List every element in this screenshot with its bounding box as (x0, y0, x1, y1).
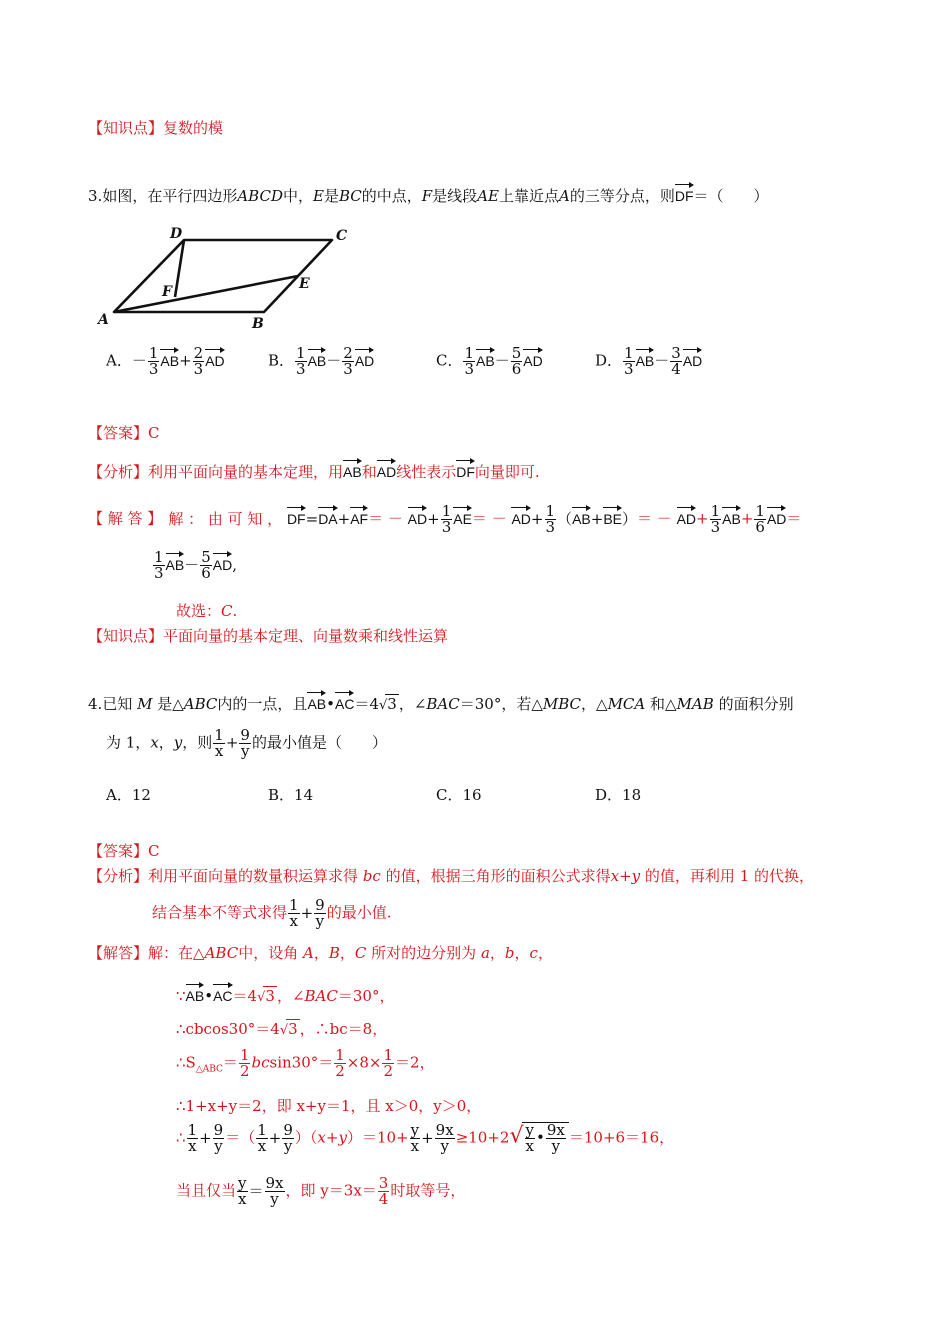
solution-label: 【 解 答 】 (88, 509, 163, 528)
option-a[interactable]: A．－ $\frac{1}{3}$ AB+ $\frac{2}{3}$ AD (106, 344, 225, 378)
q3-solution-line1: 【 解 答 】 解 ： 由 可 知 ， DF=DA+AF＝ － AD+ $\frac{1}{3}$ AE＝ － AD+ $\frac{1}{3}$ （AB+BE）＝ － AD+ $\frac{1}{3}$ AB+ $\frac{1}{6}$ AD＝ (88, 502, 802, 536)
stem-text: 如图，在平行四边形 (102, 187, 238, 205)
label-c: C (336, 228, 348, 244)
option-label: C． (436, 351, 463, 370)
stem-text: 是△ (157, 695, 184, 713)
option-c[interactable]: C． $\frac{1}{3}$ AB－ $\frac{5}{6}$ AD (436, 344, 543, 378)
knowledge-text: 平面向量的基本定理、向量数乘和线性运算 (163, 627, 449, 645)
parallelogram-figure (92, 222, 362, 334)
solution-text: 时取等号， (390, 1181, 466, 1200)
q4-solution-line7: 当且仅当 $\frac{y}{x}$ ＝ $\frac{9x}{y}$ ，即 y＝3x＝ $\frac{3}{4}$ 时取等号， (176, 1174, 466, 1208)
solution-text: 解 ： 由 可 知 ， (168, 509, 283, 528)
solution-text: 中，设角 (238, 944, 299, 962)
q4-stem-line2: 为 1，x，y，则 $\frac{1}{x}$ + $\frac{9}{y}$ 的最小值是（ ） (106, 726, 387, 760)
vector-df: DF (675, 182, 694, 204)
analysis-text: 和 (361, 463, 377, 481)
knowledge-text: 复数的模 (163, 119, 224, 137)
stem-text: ＝4 (354, 695, 379, 713)
stem-var: MCA (607, 695, 646, 713)
q4-analysis-line1 (88, 865, 814, 886)
answer-label: 【答案】 (88, 424, 149, 442)
analysis-text: 向量即可. (474, 463, 540, 481)
label-b: B (252, 316, 264, 332)
q4-solution-line3: ∴cbcos30°＝4√3 ，∴bc＝8， (176, 1020, 388, 1038)
stem-text: 上靠近点 (498, 187, 559, 205)
solution-text: ＝ (222, 1053, 238, 1072)
stem-var: x (150, 733, 159, 752)
question-number: 3. (88, 187, 103, 205)
analysis-text: 的值，根据三角形的面积公式求得 (385, 867, 611, 885)
solution-text: ，即 y＝3x＝ (285, 1181, 377, 1200)
stem-text: ＝（ ） (693, 187, 769, 205)
q4-option-c[interactable]: C．16 (436, 786, 482, 804)
label-a: A (98, 312, 109, 328)
q4-solution-line1: 【解答】解：在△ABC中，设角 A，B，C 所对的边分别为 a，b，c， (88, 944, 553, 962)
label-f: F (162, 284, 172, 300)
analysis-text: 利用平面向量的基本定理，用 (148, 463, 344, 481)
stem-var: A (559, 187, 570, 205)
q3-stem (88, 182, 769, 206)
stem-var: M (137, 695, 153, 713)
stem-text: 的中点， (361, 187, 422, 205)
knowledge-label: 【知识点】 (88, 627, 164, 645)
analysis-label: 【分析】 (88, 867, 149, 885)
option-b[interactable]: B． $\frac{1}{3}$ AB－ $\frac{2}{3}$ AD (268, 344, 375, 378)
stem-text: 为 1， (106, 733, 151, 752)
choose-letter: C (221, 602, 233, 620)
stem-var: ABC (183, 695, 218, 713)
stem-var: BAC (426, 695, 460, 713)
option-label: B． (268, 351, 295, 370)
solution-label: 【解答】 (88, 944, 149, 962)
question-number: 4. (88, 695, 103, 713)
stem-var: MBC (542, 695, 582, 713)
stem-var: y (173, 733, 183, 752)
stem-text: ＝30°，若△ (459, 695, 543, 713)
solution-text: ，∴bc＝8， (299, 1020, 388, 1038)
answer-label: 【答案】 (88, 842, 149, 860)
q4-answer (88, 840, 160, 861)
q3-choose: 故选：C. (176, 602, 238, 620)
q4-option-b[interactable]: B．14 (268, 786, 314, 804)
stem-var: E (312, 187, 324, 205)
solution-text: 当且仅当 (176, 1181, 237, 1200)
choose-text: 故选： (176, 602, 222, 620)
stem-text: 的三等分点，则 (569, 187, 675, 205)
answer-value: C (148, 424, 160, 442)
stem-text: 和△ (650, 695, 677, 713)
stem-text: ，∠ (398, 695, 427, 713)
stem-var: ABCD (237, 187, 283, 205)
solution-text: ∴1+x+y＝2，即 x+y＝1，且 x＞0，y＞0， (176, 1097, 482, 1115)
option-d[interactable]: D． $\frac{1}{3}$ AB－ $\frac{3}{4}$ AD (595, 344, 703, 378)
stem-text: 中， (282, 187, 313, 205)
analysis-var: x+y (610, 867, 641, 885)
stem-text: 内的一点，且 (217, 695, 308, 713)
answer-value: C (148, 842, 160, 860)
stem-text: 是 (323, 187, 339, 205)
q4-stem-line1: 4.已知 M 是△ABC内的一点，且AB•AC＝4√3 ，∠BAC＝30°，若△MBC，△MCA 和△MAB 的面积分别 (88, 690, 794, 714)
q4-solution-line6: ∴ $\frac{1}{x}$ + $\frac{9}{y}$ ＝（ $\frac{1}{x}$ + $\frac{9}{y}$ ）（x+y）＝10+ $\frac{y}{x}$ + $\frac{9x}{y}$ ≥10+2√ $\frac{y}{x}$ • $\frac{9x}{y}$ ＝10+6＝16， (176, 1121, 675, 1155)
because-sign: ∵ (176, 987, 186, 1005)
q3-solution-line2: $\frac{1}{3}$ AB－ $\frac{5}{6}$ AD, (154, 548, 238, 582)
stem-var: AE (477, 187, 499, 205)
knowledge-label: 【知识点】 (88, 119, 164, 137)
solution-sub: △ABC (195, 1064, 223, 1075)
q4-option-d[interactable]: D．18 (595, 786, 642, 804)
q4-analysis-line2: 结合基本不等式求得 $\frac{1}{x}$ + $\frac{9}{y}$ 的最小值. (152, 896, 392, 930)
analysis-text: 线性表示 (396, 463, 457, 481)
q4-solution-line4: $\therefore S_{\triangle ABC}=$ $\frac{1}{2}$ bcsin30°＝ $\frac{1}{2}$ ×8× $\frac{1}{2}$ ＝2， (176, 1046, 435, 1080)
q4-solution-line5 (176, 1095, 481, 1116)
stem-text: 的最小值是（ ） (251, 733, 387, 752)
q4-option-a[interactable]: A．12 (106, 786, 151, 804)
stem-text: 已知 (102, 695, 133, 713)
q4-solution-line2: ∵AB•AC＝4√3 ，∠BAC＝30°， (176, 982, 394, 1006)
stem-text: ，则 (182, 733, 213, 752)
label-e: E (299, 276, 310, 292)
q2-knowledge-line (88, 117, 223, 138)
solution-text: ∴cbcos30°＝4 (176, 1020, 280, 1038)
stem-var: BC (338, 187, 362, 205)
analysis-label: 【分析】 (88, 463, 149, 481)
q3-answer (88, 422, 160, 443)
analysis-text: 的最小值. (326, 903, 392, 922)
q3-knowledge-line (88, 625, 448, 646)
analysis-text: 结合基本不等式求得 (152, 903, 288, 922)
solution-text: ∴S (176, 1053, 196, 1072)
solution-text: 解：在△ (148, 944, 205, 962)
option-label: A． (106, 351, 132, 370)
stem-text: ，△ (581, 695, 608, 713)
analysis-var: bc (362, 867, 381, 885)
option-label: D． (595, 351, 623, 370)
label-d: D (170, 226, 183, 242)
q3-analysis: 【分析】利用平面向量的基本定理，用AB和AD线性表示DF向量即可. (88, 458, 540, 482)
stem-text: 的面积分别 (718, 695, 794, 713)
stem-text: 是线段 (432, 187, 478, 205)
stem-var: MAB (676, 695, 714, 713)
solution-text: 所对的边分别为 (371, 944, 477, 962)
analysis-text: 利用平面向量的数量积运算求得 (148, 867, 359, 885)
stem-var: F (421, 187, 433, 205)
analysis-text: 的值，再利用 1 的代换， (644, 867, 815, 885)
